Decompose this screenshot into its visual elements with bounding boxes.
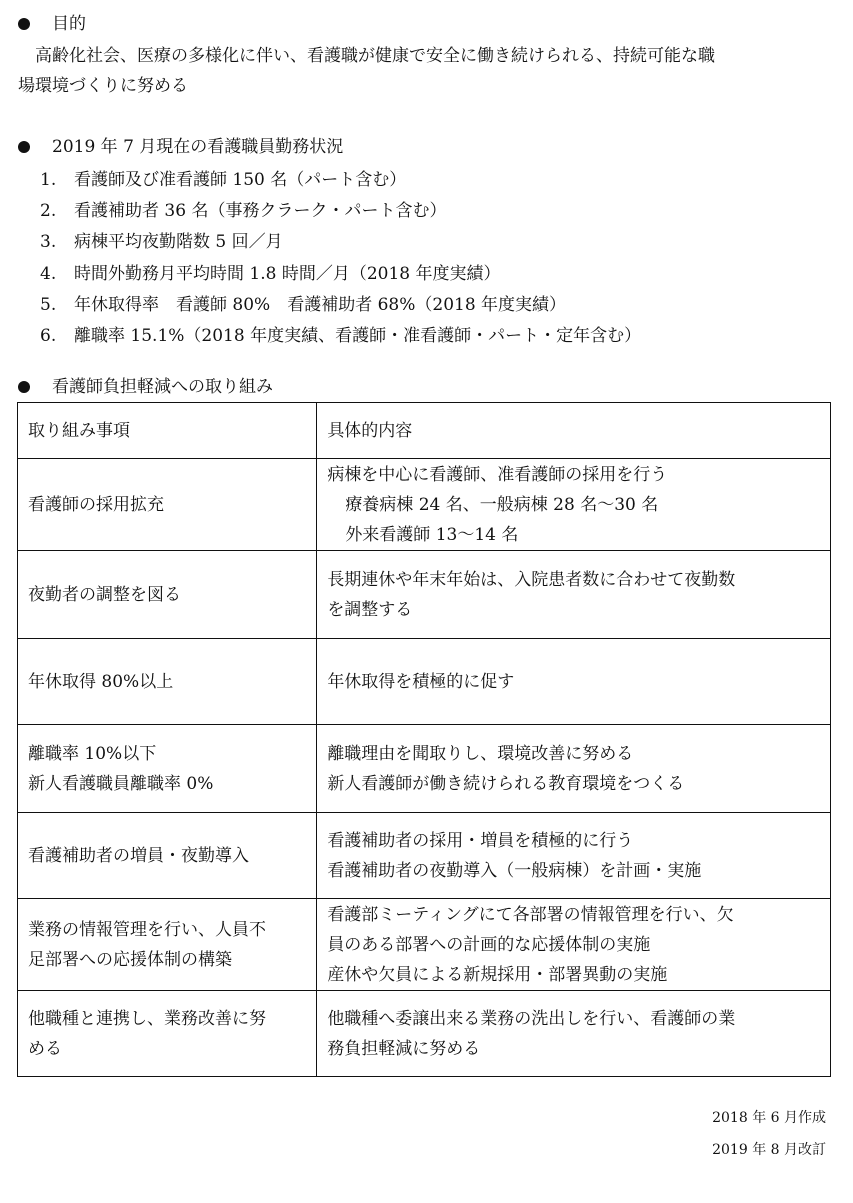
measure-item: 離職率 10%以下 新人看護職員離職率 0% <box>18 725 317 813</box>
table-header-item: 取り組み事項 <box>18 403 317 459</box>
status-item-text: 看護補助者 36 名（事務クラーク・パート含む） <box>74 201 447 222</box>
bullet-icon <box>18 18 30 30</box>
status-item <box>40 259 641 290</box>
table-header-detail: 具体的内容 <box>317 403 831 459</box>
status-item-number: 6. <box>40 325 57 346</box>
status-item-text: 看護師及び准看護師 150 名（パート含む） <box>74 170 407 190</box>
status-item <box>40 290 641 321</box>
table-header-row <box>18 403 831 459</box>
created-date: 2018 年 6 月作成 <box>712 1110 826 1126</box>
measure-item: 業務の情報管理を行い、人員不 足部署への応援体制の構築 <box>18 899 317 991</box>
status-heading <box>18 136 343 158</box>
status-item-number: 4. <box>40 263 57 284</box>
measure-detail: 長期連休や年末年始は、入院患者数に合わせて夜勤数 を調整する <box>317 551 831 639</box>
status-item-text: 病棟平均夜勤階数 5 回／月 <box>74 232 283 253</box>
table-row <box>18 991 831 1077</box>
status-item <box>40 196 641 227</box>
status-item-number: 5. <box>40 294 57 315</box>
status-item-text: 時間外勤務月平均時間 1.8 時間／月（2018 年度実績） <box>74 263 501 284</box>
table-row <box>18 813 831 899</box>
measure-detail-cell <box>317 459 831 551</box>
status-item <box>40 165 641 196</box>
status-item <box>40 321 641 352</box>
status-item-text: 年休取得率 看護師 80% 看護補助者 68%（2018 年度実績） <box>74 294 567 315</box>
measure-item: 他職種と連携し、業務改善に努 める <box>18 991 317 1077</box>
table-row <box>18 459 831 551</box>
status-item-text: 離職率 15.1%（2018 年度実績、看護師・准看護師・パート・定年含む） <box>74 325 642 346</box>
measure-detail: 離職理由を聞取りし、環境改善に努める 新人看護師が働き続けられる教育環境をつくる <box>317 725 831 813</box>
measure-detail-sub: 療養病棟 24 名、一般病棟 28 名～30 名 <box>345 494 659 515</box>
bullet-icon <box>18 141 30 153</box>
measure-detail-sub: 外来看護師 13～14 名 <box>345 524 519 545</box>
measures-heading <box>18 376 273 398</box>
bullet-icon <box>18 381 30 393</box>
measures-table <box>17 402 831 1077</box>
status-item-number: 2. <box>40 201 57 222</box>
table-row <box>18 639 831 725</box>
measure-detail: 病棟を中心に看護師、准看護師の採用を行う <box>327 464 668 485</box>
measure-item: 看護補助者の増員・夜勤導入 <box>18 813 317 899</box>
status-item-number: 1. <box>40 170 57 190</box>
measure-detail: 他職種へ委譲出来る業務の洗出しを行い、看護師の業 務負担軽減に努める <box>317 991 831 1077</box>
measure-item: 看護師の採用拡充 <box>18 459 317 551</box>
status-item <box>40 227 641 258</box>
measures-heading-text: 看護師負担軽減への取り組み <box>52 377 273 397</box>
table-row <box>18 551 831 639</box>
purpose-heading <box>18 13 86 35</box>
measure-detail: 年休取得を積極的に促す <box>317 639 831 725</box>
table-row <box>18 725 831 813</box>
status-heading-text: 2019 年 7 月現在の看護職員勤務状況 <box>52 137 344 157</box>
purpose-heading-text: 目的 <box>52 14 86 34</box>
status-item-number: 3. <box>40 232 57 253</box>
measure-detail: 看護補助者の採用・増員を積極的に行う 看護補助者の夜勤導入（一般病棟）を計画・実施 <box>317 813 831 899</box>
revised-date: 2019 年 8 月改訂 <box>712 1142 826 1158</box>
measure-item: 年休取得 80%以上 <box>18 639 317 725</box>
measure-item: 夜勤者の調整を図る <box>18 551 317 639</box>
measure-detail: 看護部ミーティングにて各部署の情報管理を行い、欠 員のある部署への計画的な応援体制の実施 産休や欠員による新規採用・部署異動の実施 <box>317 899 831 991</box>
status-list <box>40 165 641 352</box>
purpose-body: 高齢化社会、医療の多様化に伴い、看護職が健康で安全に働き続けられる、持続可能な職 場環境づくりに努める <box>18 46 715 96</box>
table-row <box>18 899 831 991</box>
